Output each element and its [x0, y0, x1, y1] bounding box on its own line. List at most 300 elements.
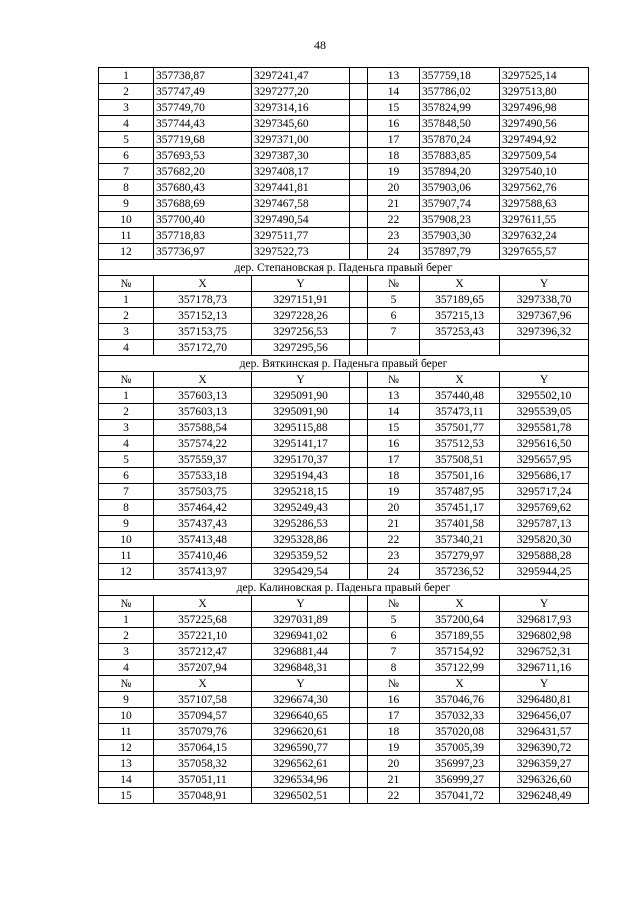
y-coordinate-cell: 3297513,80 [500, 84, 589, 100]
point-number-cell: 21 [368, 772, 420, 788]
y-coordinate-cell: 3297496,98 [500, 100, 589, 116]
point-number-cell: 22 [368, 532, 420, 548]
point-number-cell: 17 [368, 132, 420, 148]
point-number-cell: 16 [368, 116, 420, 132]
x-coordinate-cell: 357719,68 [154, 132, 252, 148]
y-coordinate-cell: 3297522,73 [252, 244, 350, 260]
x-coordinate-cell: 357079,76 [154, 724, 252, 740]
x-coordinate-cell: 357824,99 [420, 100, 500, 116]
y-coordinate-cell: 3296502,51 [252, 788, 350, 804]
y-coordinate-cell: 3297511,77 [252, 228, 350, 244]
y-coordinate-cell: 3295657,95 [500, 452, 589, 468]
table-row [99, 564, 589, 580]
y-coordinate-cell: 3297525,14 [500, 68, 589, 84]
x-coordinate-cell: 357048,91 [154, 788, 252, 804]
point-number-cell: 2 [99, 404, 154, 420]
table-row [99, 692, 589, 708]
y-coordinate-cell: 3295820,30 [500, 532, 589, 548]
point-number-cell: 24 [368, 564, 420, 580]
x-coordinate-cell: 357738,87 [154, 68, 252, 84]
point-number-cell: 19 [368, 740, 420, 756]
y-coordinate-cell: 3296248,49 [500, 788, 589, 804]
y-coordinate-cell: 3297314,16 [252, 100, 350, 116]
x-coordinate-cell: 357897,79 [420, 244, 500, 260]
point-number-cell: 10 [99, 212, 154, 228]
y-coordinate-cell: 3295218,15 [252, 484, 350, 500]
x-coordinate-cell: 357401,58 [420, 516, 500, 532]
x-header: X [420, 596, 500, 612]
y-coordinate-cell: 3297467,58 [252, 196, 350, 212]
y-coordinate-cell: 3295170,37 [252, 452, 350, 468]
table-row [99, 164, 589, 180]
x-coordinate-cell: 357413,97 [154, 564, 252, 580]
column-gap [350, 84, 368, 100]
point-number-cell: 6 [368, 308, 420, 324]
table-row [99, 788, 589, 804]
table-row [99, 100, 589, 116]
column-gap [350, 692, 368, 708]
x-coordinate-cell: 357907,74 [420, 196, 500, 212]
x-coordinate-cell: 356999,27 [420, 772, 500, 788]
y-coordinate-cell: 3295581,78 [500, 420, 589, 436]
point-number-cell: 15 [368, 420, 420, 436]
point-number-cell: 23 [368, 548, 420, 564]
y-coordinate-cell: 3295686,17 [500, 468, 589, 484]
point-number-cell: 19 [368, 164, 420, 180]
point-number-cell [368, 340, 420, 356]
y-header: Y [252, 676, 350, 692]
point-number-cell: 1 [99, 68, 154, 84]
x-coordinate-cell: 357041,72 [420, 788, 500, 804]
y-coordinate-cell: 3297494,92 [500, 132, 589, 148]
number-header: № [368, 276, 420, 292]
y-coordinate-cell: 3295359,52 [252, 548, 350, 564]
table-row [99, 180, 589, 196]
x-coordinate-cell: 357189,65 [420, 292, 500, 308]
x-coordinate-cell: 357870,24 [420, 132, 500, 148]
table-row [99, 84, 589, 100]
point-number-cell: 12 [99, 244, 154, 260]
x-coordinate-cell: 357503,75 [154, 484, 252, 500]
point-number-cell: 8 [99, 500, 154, 516]
y-coordinate-cell: 3297367,96 [500, 308, 589, 324]
column-gap [350, 212, 368, 228]
table-row [99, 308, 589, 324]
point-number-cell: 4 [99, 340, 154, 356]
point-number-cell: 19 [368, 484, 420, 500]
point-number-cell: 12 [99, 564, 154, 580]
x-coordinate-cell: 357759,18 [420, 68, 500, 84]
section-title-row [99, 356, 589, 372]
x-coordinate-cell: 357700,40 [154, 212, 252, 228]
column-gap [350, 516, 368, 532]
y-coordinate-cell: 3296480,81 [500, 692, 589, 708]
column-gap [350, 420, 368, 436]
x-coordinate-cell: 357718,83 [154, 228, 252, 244]
y-coordinate-cell: 3295944,25 [500, 564, 589, 580]
point-number-cell: 3 [99, 100, 154, 116]
point-number-cell: 8 [99, 180, 154, 196]
y-coordinate-cell: 3295249,43 [252, 500, 350, 516]
y-coordinate-cell: 3296390,72 [500, 740, 589, 756]
x-coordinate-cell: 357688,69 [154, 196, 252, 212]
x-coordinate-cell: 357020,08 [420, 724, 500, 740]
column-gap [350, 276, 368, 292]
point-number-cell: 5 [99, 132, 154, 148]
x-coordinate-cell: 357574,22 [154, 436, 252, 452]
column-gap [350, 612, 368, 628]
x-coordinate-cell: 357051,11 [154, 772, 252, 788]
x-coordinate-cell: 357200,64 [420, 612, 500, 628]
y-coordinate-cell: 3295328,86 [252, 532, 350, 548]
y-coordinate-cell: 3296431,57 [500, 724, 589, 740]
table-row [99, 388, 589, 404]
point-number-cell: 20 [368, 756, 420, 772]
number-header: № [99, 596, 154, 612]
column-gap [350, 388, 368, 404]
table-row [99, 420, 589, 436]
x-coordinate-cell: 357588,54 [154, 420, 252, 436]
y-coordinate-cell: 3297611,55 [500, 212, 589, 228]
table-row [99, 724, 589, 740]
x-coordinate-cell: 357559,37 [154, 452, 252, 468]
y-header: Y [252, 596, 350, 612]
x-coordinate-cell: 357903,06 [420, 180, 500, 196]
y-coordinate-cell: 3297632,24 [500, 228, 589, 244]
table-header-row [99, 276, 589, 292]
x-coordinate-cell: 357413,48 [154, 532, 252, 548]
point-number-cell: 20 [368, 500, 420, 516]
point-number-cell: 13 [368, 68, 420, 84]
point-number-cell: 1 [99, 612, 154, 628]
y-coordinate-cell: 3295539,05 [500, 404, 589, 420]
column-gap [350, 132, 368, 148]
number-header: № [99, 276, 154, 292]
y-coordinate-cell: 3296562,61 [252, 756, 350, 772]
y-coordinate-cell [500, 340, 589, 356]
x-header: X [154, 676, 252, 692]
point-number-cell: 2 [99, 628, 154, 644]
y-coordinate-cell: 3295286,53 [252, 516, 350, 532]
x-coordinate-cell: 357094,57 [154, 708, 252, 724]
x-header: X [154, 276, 252, 292]
x-coordinate-cell: 357682,20 [154, 164, 252, 180]
table-row [99, 500, 589, 516]
table-row [99, 628, 589, 644]
y-coordinate-cell: 3297345,60 [252, 116, 350, 132]
number-header: № [99, 676, 154, 692]
point-number-cell: 18 [368, 468, 420, 484]
column-gap [350, 100, 368, 116]
column-gap [350, 196, 368, 212]
x-coordinate-cell: 357340,21 [420, 532, 500, 548]
column-gap [350, 564, 368, 580]
column-gap [350, 404, 368, 420]
table-row [99, 324, 589, 340]
column-gap [350, 772, 368, 788]
point-number-cell: 18 [368, 724, 420, 740]
table-row [99, 228, 589, 244]
x-coordinate-cell: 357212,47 [154, 644, 252, 660]
table-row [99, 484, 589, 500]
x-coordinate-cell: 357225,68 [154, 612, 252, 628]
x-coordinate-cell: 357221,10 [154, 628, 252, 644]
point-number-cell: 13 [368, 388, 420, 404]
point-number-cell: 6 [99, 468, 154, 484]
point-number-cell: 15 [99, 788, 154, 804]
y-coordinate-cell: 3296817,93 [500, 612, 589, 628]
table-header-row [99, 676, 589, 692]
column-gap [350, 628, 368, 644]
page-number: 48 [314, 38, 326, 52]
column-gap [350, 308, 368, 324]
x-coordinate-cell [420, 340, 500, 356]
point-number-cell: 15 [368, 100, 420, 116]
y-coordinate-cell: 3297490,54 [252, 212, 350, 228]
y-header: Y [500, 276, 589, 292]
x-coordinate-cell: 357508,51 [420, 452, 500, 468]
x-coordinate-cell: 357464,42 [154, 500, 252, 516]
x-coordinate-cell: 357122,99 [420, 660, 500, 676]
x-coordinate-cell: 357172,70 [154, 340, 252, 356]
y-coordinate-cell: 3297408,17 [252, 164, 350, 180]
y-coordinate-cell: 3297277,20 [252, 84, 350, 100]
column-gap [350, 676, 368, 692]
x-coordinate-cell: 357744,43 [154, 116, 252, 132]
table-row [99, 644, 589, 660]
point-number-cell: 24 [368, 244, 420, 260]
point-number-cell: 23 [368, 228, 420, 244]
point-number-cell: 10 [99, 532, 154, 548]
y-coordinate-cell: 3295115,88 [252, 420, 350, 436]
y-coordinate-cell: 3296326,60 [500, 772, 589, 788]
y-coordinate-cell: 3296941,02 [252, 628, 350, 644]
point-number-cell: 11 [99, 228, 154, 244]
y-coordinate-cell: 3295091,90 [252, 404, 350, 420]
point-number-cell: 1 [99, 292, 154, 308]
column-gap [350, 724, 368, 740]
x-coordinate-cell: 357894,20 [420, 164, 500, 180]
point-number-cell: 10 [99, 708, 154, 724]
x-coordinate-cell: 357786,02 [420, 84, 500, 100]
table-row [99, 452, 589, 468]
x-coordinate-cell: 357032,33 [420, 708, 500, 724]
point-number-cell: 21 [368, 516, 420, 532]
y-coordinate-cell: 3297295,56 [252, 340, 350, 356]
point-number-cell: 18 [368, 148, 420, 164]
y-coordinate-cell: 3295888,28 [500, 548, 589, 564]
table-row [99, 404, 589, 420]
point-number-cell: 2 [99, 308, 154, 324]
column-gap [350, 644, 368, 660]
column-gap [350, 372, 368, 388]
x-coordinate-cell: 357437,43 [154, 516, 252, 532]
x-coordinate-cell: 357512,53 [420, 436, 500, 452]
point-number-cell: 14 [368, 404, 420, 420]
y-coordinate-cell: 3295502,10 [500, 388, 589, 404]
number-header: № [368, 372, 420, 388]
point-number-cell: 4 [99, 436, 154, 452]
point-number-cell: 9 [99, 196, 154, 212]
table-row [99, 532, 589, 548]
y-coordinate-cell: 3297228,26 [252, 308, 350, 324]
point-number-cell: 17 [368, 452, 420, 468]
table-row [99, 468, 589, 484]
number-header: № [99, 372, 154, 388]
y-coordinate-cell: 3295091,90 [252, 388, 350, 404]
x-coordinate-cell: 357533,18 [154, 468, 252, 484]
x-header: X [154, 596, 252, 612]
x-coordinate-cell: 357603,13 [154, 404, 252, 420]
column-gap [350, 292, 368, 308]
x-coordinate-cell: 357903,30 [420, 228, 500, 244]
table-row [99, 116, 589, 132]
y-coordinate-cell: 3296534,96 [252, 772, 350, 788]
table-row [99, 436, 589, 452]
x-coordinate-cell: 357207,94 [154, 660, 252, 676]
y-coordinate-cell: 3296674,30 [252, 692, 350, 708]
y-coordinate-cell: 3296456,07 [500, 708, 589, 724]
y-coordinate-cell: 3297655,57 [500, 244, 589, 260]
point-number-cell: 9 [99, 692, 154, 708]
point-number-cell: 5 [368, 612, 420, 628]
x-coordinate-cell: 357064,15 [154, 740, 252, 756]
column-gap [350, 436, 368, 452]
column-gap [350, 532, 368, 548]
column-gap [350, 324, 368, 340]
y-coordinate-cell: 3296752,31 [500, 644, 589, 660]
x-coordinate-cell: 357107,58 [154, 692, 252, 708]
y-coordinate-cell: 3297509,54 [500, 148, 589, 164]
point-number-cell: 22 [368, 788, 420, 804]
y-coordinate-cell: 3297562,76 [500, 180, 589, 196]
y-coordinate-cell: 3297338,70 [500, 292, 589, 308]
table-row [99, 708, 589, 724]
table-row [99, 740, 589, 756]
y-coordinate-cell: 3295616,50 [500, 436, 589, 452]
point-number-cell: 12 [99, 740, 154, 756]
x-coordinate-cell: 357473,11 [420, 404, 500, 420]
x-coordinate-cell: 357410,46 [154, 548, 252, 564]
x-coordinate-cell: 357883,85 [420, 148, 500, 164]
column-gap [350, 452, 368, 468]
x-coordinate-cell: 357154,92 [420, 644, 500, 660]
column-gap [350, 660, 368, 676]
table-row [99, 132, 589, 148]
column-gap [350, 548, 368, 564]
number-header: № [368, 596, 420, 612]
table-row [99, 244, 589, 260]
point-number-cell: 8 [368, 660, 420, 676]
y-header: Y [500, 676, 589, 692]
point-number-cell: 5 [99, 452, 154, 468]
point-number-cell: 21 [368, 196, 420, 212]
column-gap [350, 340, 368, 356]
x-coordinate-cell: 356997,23 [420, 756, 500, 772]
y-coordinate-cell: 3295141,17 [252, 436, 350, 452]
y-coordinate-cell: 3296640,65 [252, 708, 350, 724]
x-header: X [154, 372, 252, 388]
x-coordinate-cell: 357501,16 [420, 468, 500, 484]
y-header: Y [252, 276, 350, 292]
point-number-cell: 13 [99, 756, 154, 772]
column-gap [350, 180, 368, 196]
point-number-cell: 7 [99, 484, 154, 500]
x-coordinate-cell: 357253,43 [420, 324, 500, 340]
point-number-cell: 11 [99, 724, 154, 740]
point-number-cell: 14 [368, 84, 420, 100]
point-number-cell: 5 [368, 292, 420, 308]
point-number-cell: 7 [368, 324, 420, 340]
y-header: Y [500, 596, 589, 612]
x-coordinate-cell: 357152,13 [154, 308, 252, 324]
y-coordinate-cell: 3296620,61 [252, 724, 350, 740]
section-title: дер. Вяткинская р. Паденьга правый берег [99, 356, 589, 372]
section-title-row [99, 580, 589, 596]
column-gap [350, 244, 368, 260]
x-coordinate-cell: 357603,13 [154, 388, 252, 404]
point-number-cell: 7 [99, 164, 154, 180]
x-coordinate-cell: 357215,13 [420, 308, 500, 324]
x-coordinate-cell: 357178,73 [154, 292, 252, 308]
x-coordinate-cell: 357736,97 [154, 244, 252, 260]
point-number-cell: 16 [368, 692, 420, 708]
table-row [99, 612, 589, 628]
point-number-cell: 6 [99, 148, 154, 164]
x-coordinate-cell: 357747,49 [154, 84, 252, 100]
y-coordinate-cell: 3297490,56 [500, 116, 589, 132]
column-gap [350, 164, 368, 180]
section-title: дер. Калиновская р. Паденьга правый берег [99, 580, 589, 596]
y-coordinate-cell: 3297387,30 [252, 148, 350, 164]
column-gap [350, 228, 368, 244]
point-number-cell: 1 [99, 388, 154, 404]
table-row [99, 68, 589, 84]
table-row [99, 340, 589, 356]
table-row [99, 516, 589, 532]
column-gap [350, 148, 368, 164]
x-coordinate-cell: 357908,23 [420, 212, 500, 228]
column-gap [350, 708, 368, 724]
x-coordinate-cell: 357005,39 [420, 740, 500, 756]
point-number-cell: 22 [368, 212, 420, 228]
table-row [99, 292, 589, 308]
y-coordinate-cell: 3297031,89 [252, 612, 350, 628]
y-coordinate-cell: 3296359,27 [500, 756, 589, 772]
x-coordinate-cell: 357451,17 [420, 500, 500, 516]
column-gap [350, 68, 368, 84]
x-coordinate-cell: 357487,95 [420, 484, 500, 500]
x-coordinate-cell: 357046,76 [420, 692, 500, 708]
x-coordinate-cell: 357236,52 [420, 564, 500, 580]
table-row [99, 148, 589, 164]
y-coordinate-cell: 3297441,81 [252, 180, 350, 196]
y-coordinate-cell: 3295429,54 [252, 564, 350, 580]
column-gap [350, 500, 368, 516]
point-number-cell: 9 [99, 516, 154, 532]
column-gap [350, 468, 368, 484]
y-coordinate-cell: 3296881,44 [252, 644, 350, 660]
point-number-cell: 4 [99, 116, 154, 132]
x-coordinate-cell: 357848,50 [420, 116, 500, 132]
table-row [99, 772, 589, 788]
section-title-row [99, 260, 589, 276]
column-gap [350, 788, 368, 804]
x-coordinate-cell: 357680,43 [154, 180, 252, 196]
point-number-cell: 20 [368, 180, 420, 196]
y-coordinate-cell: 3296590,77 [252, 740, 350, 756]
table-header-row [99, 372, 589, 388]
